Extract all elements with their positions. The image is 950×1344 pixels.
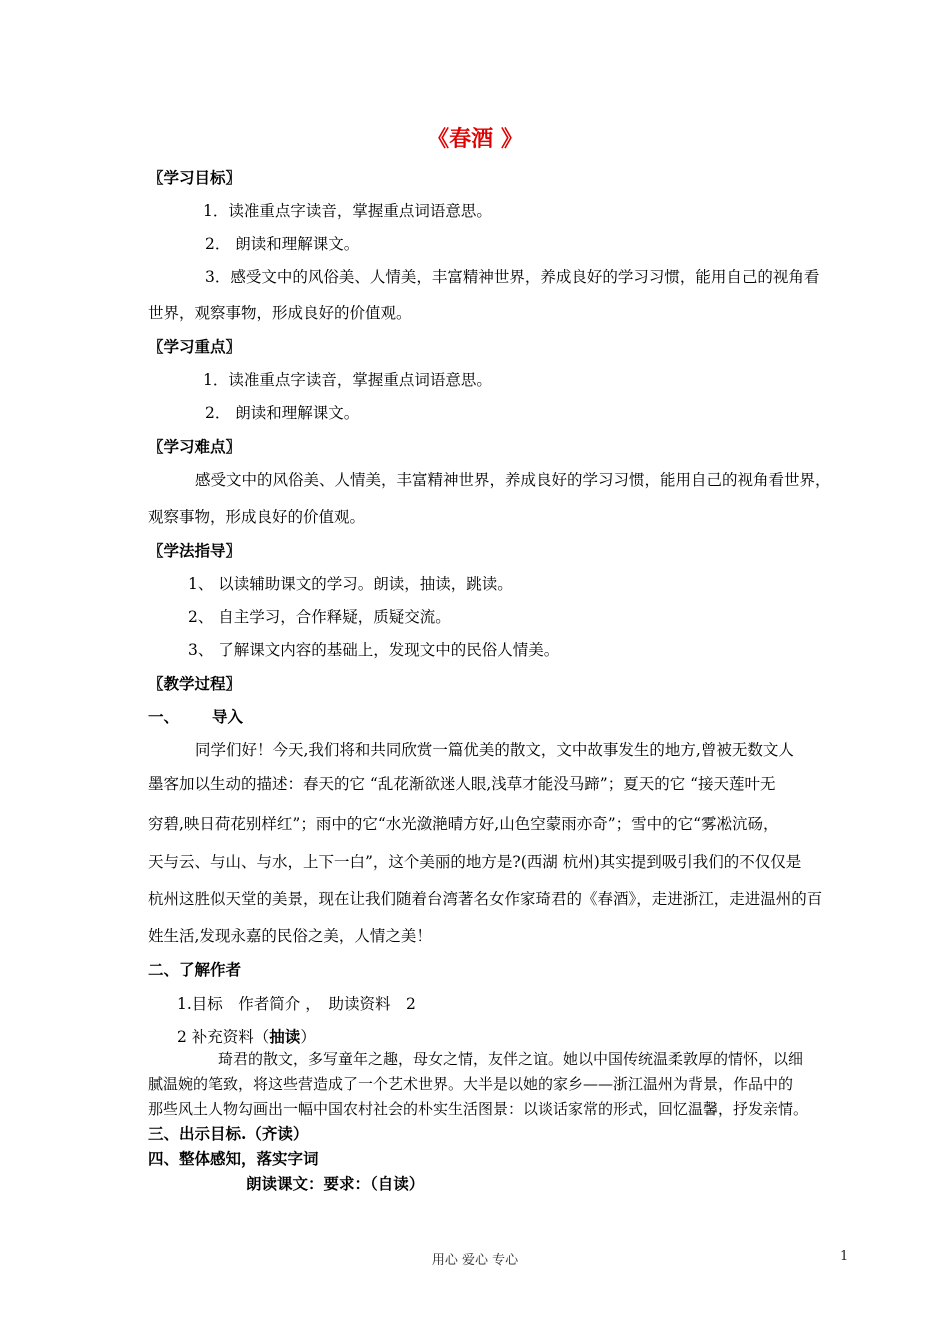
document-title: 《春酒 》 (427, 126, 523, 152)
difficulties-heading: 〖学习难点〗 (148, 437, 242, 456)
section2-item-2 (177, 1025, 316, 1047)
section2-line-3: 那些风土人物勾画出一幅中国农村社会的朴实生活图景：以谈话家常的形式，回忆温馨，抒发亲情。 (148, 1100, 809, 1118)
section1-line-2: 墨客加以生动的描述：春天的它 “乱花渐欲迷人眼,浅草才能没马蹄”；夏天的它 “接天莲叶无 (148, 775, 776, 793)
process-heading: 〖教学过程〗 (148, 674, 242, 693)
key-point-item-1: 1．读准重点字读音，掌握重点词语意思。 (203, 371, 492, 389)
difficulties-line-2: 观察事物，形成良好的价值观。 (148, 508, 366, 526)
method-item-3: 3、 了解课文内容的基础上，发现文中的民俗人情美。 (188, 641, 560, 659)
method-heading: 〖学法指导〗 (148, 541, 242, 560)
goal-item-3-cont: 世界，观察事物，形成良好的价值观。 (148, 304, 412, 322)
method-item-1: 1、 以读辅助课文的学习。朗读，抽读，跳读。 (188, 575, 513, 593)
key-points-heading: 〖学习重点〗 (148, 337, 242, 356)
section4-subtitle: 朗读课文：要求：（自读） (246, 1174, 425, 1193)
key-point-item-2: 2． 朗读和理解课文。 (205, 404, 360, 422)
section2-line-2: 腻温婉的笔致，将这些营造成了一个艺术世界。大半是以她的家乡——浙江温州为背景，作品中的 (148, 1075, 794, 1093)
goals-heading: 〖学习目标〗 (148, 168, 242, 187)
section1-line-4: 天与云、与山、与水，上下一白”，这个美丽的地方是?(西湖 杭州)其实提到吸引我们的不仅仅是 (148, 853, 802, 871)
section2-title: 二、了解作者 (148, 960, 242, 979)
goal-item-3: 3．感受文中的风俗美、人情美，丰富精神世界，养成良好的学习习惯，能用自己的视角看 (205, 268, 820, 286)
section1-line-6: 姓生活,发现永嘉的民俗之美，人情之美！ (148, 927, 432, 945)
method-item-2: 2、 自主学习，合作释疑，质疑交流。 (188, 608, 451, 626)
section1-title: 导入 (212, 707, 244, 726)
difficulties-line-1: 感受文中的风俗美、人情美，丰富精神世界，养成良好的学习习惯，能用自己的视角看世界， (195, 471, 831, 489)
section1-line-5: 杭州这胜似天堂的美景，现在让我们随着台湾著名女作家琦君的《春酒》，走进浙江，走进温州的百 (148, 890, 823, 908)
section1-number: 一、 (148, 707, 180, 726)
section2-item-2-bold: 抽读 (269, 1027, 301, 1046)
goal-item-2: 2． 朗读和理解课文。 (205, 235, 360, 253)
section2-item-2-prefix: 2 补充资料（ (177, 1028, 270, 1046)
goal-item-1: 1．读准重点字读音，掌握重点词语意思。 (203, 202, 492, 220)
section2-item-2-suffix: ） (300, 1028, 316, 1046)
section2-item-1: 1.目标 作者简介 ， 助读资料 2 (177, 995, 416, 1013)
section4-title: 四、整体感知，落实字词 (148, 1149, 319, 1168)
section2-line-1: 琦君的散文，多写童年之趣，母女之情，友伴之谊。她以中国传统温柔敦厚的情怀，以细 (218, 1050, 804, 1068)
page-number: 1 (840, 1249, 849, 1264)
section1-line-3: 穷碧,映日荷花别样红”；雨中的它“水光潋滟晴方好,山色空蒙雨亦奇”；雪中的它“雾凇沆砀， (148, 815, 779, 833)
section1-line-1: 同学们好！今天,我们将和共同欣赏一篇优美的散文，文中故事发生的地方,曾被无数文人 (195, 741, 794, 759)
footer-text: 用心 爱心 专心 (431, 1253, 519, 1268)
section3-title: 三、出示目标.（齐读） (148, 1124, 309, 1143)
